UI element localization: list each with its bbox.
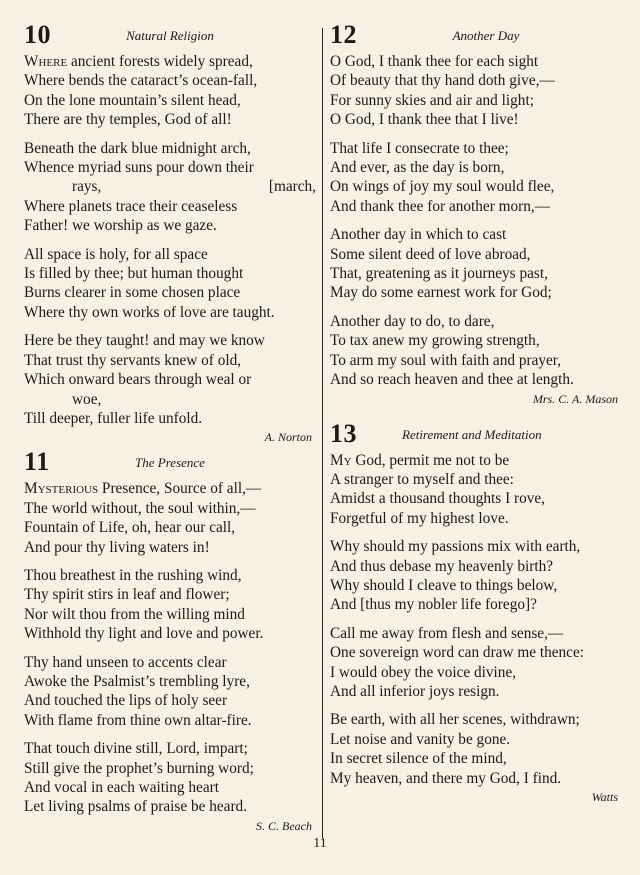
hymn-13-header (330, 418, 622, 451)
verse-line: Amidst a thousand thoughts I rove, (330, 490, 545, 508)
verse-line: That touch divine still, Lord, impart; (24, 740, 248, 758)
hymn-10-stanza-2 (24, 139, 316, 236)
verse-line: Another day in which to cast (330, 226, 507, 244)
hymn-12-stanza-4 (330, 312, 622, 390)
verse-line: Burns clearer in some chosen place (24, 284, 241, 302)
first-word: Mysterious (24, 480, 99, 498)
verse-line: Is filled by thee; but human thought (24, 265, 244, 283)
verse-line: That life I consecrate to thee; (330, 139, 509, 157)
verse-line: The world without, the soul within,— (24, 499, 256, 517)
verse-line: Thy hand unseen to accents clear (24, 653, 227, 671)
verse-line: One sovereign word can draw me thence: (330, 644, 584, 662)
verse-line: My God, permit me not to be (330, 451, 510, 469)
verse-line: And vocal in each waiting heart (24, 779, 219, 796)
verse-line: And thank thee for another morn,— (330, 197, 551, 215)
hymn-10-number: 10 (24, 20, 51, 49)
verse-line: Here be they taught! and may we know (24, 332, 265, 350)
verse-line-split: rays, [march, (72, 178, 316, 196)
verse-line: For sunny skies and air and light; (330, 91, 534, 109)
verse-line: Whence myriad suns pour down their (24, 159, 254, 177)
hymn-11-number: 11 (24, 447, 50, 477)
first-word: My (330, 451, 352, 469)
verse-line: Forgetful of my highest love. (330, 509, 509, 527)
hymn-10-title: Natural Religion (126, 28, 214, 43)
verse-line: In secret silence of the mind, (330, 750, 507, 768)
verse-line: And all inferior joys resign. (330, 682, 500, 700)
verse-line: Of beauty that thy hand doth give,— (330, 72, 555, 90)
verse-line: Why should I cleave to things below, (330, 576, 558, 594)
verse-line: Where thy own works of love are taught. (24, 303, 275, 321)
verse-line: Where ancient forests widely spread, (24, 53, 253, 70)
hymn-13-number: 13 (330, 418, 357, 448)
verse-line: Where planets trace their ceaseless (24, 197, 238, 215)
verse-line: On the lone mountain’s silent head, (24, 91, 241, 109)
verse-line: Withhold thy light and love and power. (24, 625, 264, 643)
verse-line: Why should my passions mix with earth, (330, 538, 581, 556)
verse-line: And pour thy living waters in! (24, 538, 210, 556)
hymn-12-number: 12 (330, 20, 357, 49)
verse-line: My heaven, and there my God, I find. (330, 769, 562, 787)
hymn-10-author: A. Norton (264, 430, 312, 445)
verse-line: That, greatening as it journeys past, (330, 265, 548, 283)
verse-line: Beneath the dark blue midnight arch, (24, 139, 251, 157)
left-column (24, 22, 316, 834)
verse-line: Still give the prophet’s burning word; (24, 759, 254, 777)
verse-line: To arm my soul with faith and prayer, (330, 351, 562, 369)
hymn-12-stanza-3 (330, 225, 622, 303)
verse-line: Let living psalms of praise be heard. (24, 798, 248, 816)
verse-line: Let noise and vanity be gone. (330, 730, 511, 748)
verse-line: That trust thy servants knew of old, (24, 351, 242, 369)
hymn-13-stanza-1 (330, 451, 622, 529)
hymn-13-author: Watts (591, 790, 618, 804)
hymn-12-stanza-1 (330, 52, 622, 130)
verse-line: A stranger to myself and thee: (330, 470, 514, 488)
verse-line: I would obey the voice divine, (330, 663, 517, 681)
hymn-10-stanza-3 (24, 245, 316, 323)
hymn-11-title: The Presence (135, 455, 205, 471)
verse-line: Another day to do, to dare, (330, 312, 495, 330)
hymn-13-stanza-3 (330, 624, 622, 702)
verse-line: Thy spirit stirs in leaf and flower; (24, 586, 230, 604)
verse-line: And thus debase my heavenly birth? (330, 557, 554, 575)
verse-line: Mysterious Presence, Source of all,— (24, 480, 262, 498)
hymn-11-author: S. C. Beach (256, 818, 312, 833)
hymn-10-stanza-1 (24, 52, 316, 130)
verse-line: May do some earnest work for God; (330, 284, 552, 302)
hymn-11-stanza-4 (24, 739, 316, 817)
hymn-10-header (24, 22, 316, 52)
verse-line: And touched the lips of holy seer (24, 692, 228, 710)
hymn-12-stanza-2 (330, 139, 622, 217)
page-number: 11 (313, 836, 327, 851)
verse-line: All space is holy, for all space (24, 245, 208, 263)
hymn-11-header (24, 449, 316, 479)
verse-line: Where bends the cataract’s ocean-fall, (24, 72, 258, 90)
hymn-12-author: Mrs. C. A. Mason (532, 391, 618, 406)
verse-line: Father! we worship as we gaze. (24, 217, 217, 235)
hymn-12-title: Another Day (452, 28, 520, 43)
verse-line: O God, I thank thee for each sight (330, 53, 539, 70)
verse-line: Call me away from flesh and sense,— (330, 624, 564, 642)
verse-line: Some silent deed of love abroad, (330, 245, 531, 263)
verse-line: And [thus my nobler life forego]? (330, 596, 537, 614)
hymn-11-stanza-2 (24, 566, 316, 644)
verse-line: There are thy temples, God of all! (24, 111, 232, 129)
verse-line: Be earth, with all her scenes, withdrawn; (330, 711, 580, 729)
verse-line: And so reach heaven and thee at length. (330, 371, 574, 389)
verse-line: And ever, as the day is born, (330, 159, 505, 177)
hymn-11-stanza-3 (24, 653, 316, 731)
verse-line: Which onward bears through weal or (24, 371, 252, 389)
verse-line: On wings of joy my soul would flee, (330, 178, 555, 196)
verse-line: To tax anew my growing strength, (330, 332, 540, 350)
hymn-13-title: Retirement and Meditation (402, 426, 542, 442)
right-column (330, 22, 622, 805)
verse-line: Nor wilt thou from the willing mind (24, 605, 245, 623)
verse-line: woe, (72, 390, 102, 408)
verse-line: O God, I thank thee that I live! (330, 111, 519, 129)
verse-line: With flame from thine own altar-fire. (24, 711, 252, 729)
verse-line: Thou breathest in the rushing wind, (24, 566, 242, 584)
verse-line: Till deeper, fuller life unfold. (24, 409, 203, 427)
first-word: Where (24, 53, 68, 70)
hymn-10-stanza-4 (24, 331, 316, 428)
column-divider (322, 28, 323, 838)
verse-line: Awoke the Psalmist’s trembling lyre, (24, 672, 250, 690)
hymn-13-stanza-4 (330, 710, 622, 788)
hymn-13-stanza-2 (330, 537, 622, 615)
hymn-12-header (330, 22, 622, 52)
verse-line: Fountain of Life, oh, hear our call, (24, 519, 236, 537)
hymn-11-stanza-1 (24, 479, 316, 557)
